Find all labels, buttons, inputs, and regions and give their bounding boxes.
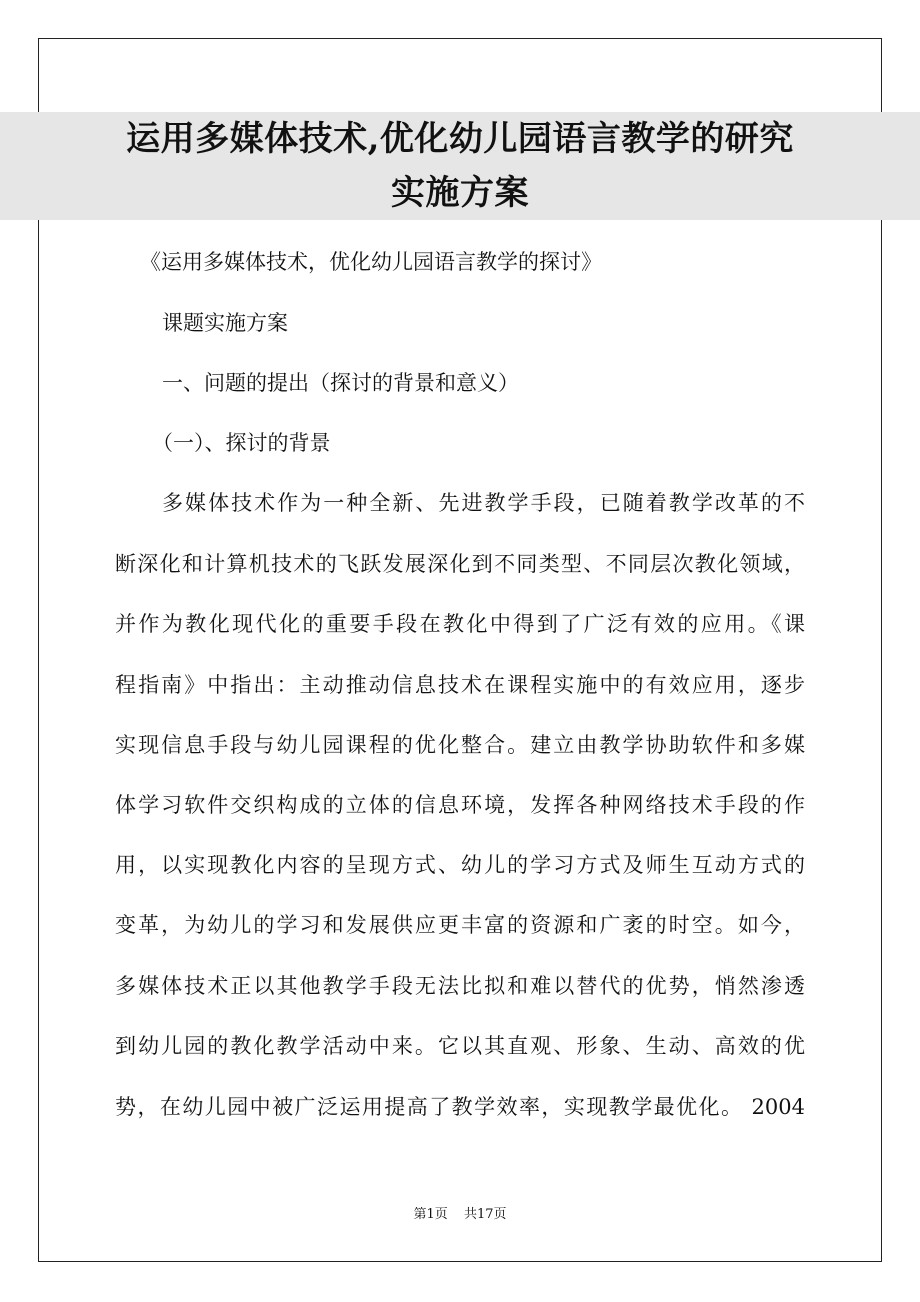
body-line: 多媒体技术正以其他教学手段无法比拟和难以替代的优势，悄然渗透 (115, 974, 805, 998)
page-border (38, 38, 882, 1262)
body-line: 实现信息手段与幼儿园课程的优化整合。建立由教学协助软件和多媒 (115, 733, 805, 757)
page-total: 共17页 (463, 1207, 507, 1222)
body-line: 断深化和计算机技术的飞跃发展深化到不同类型、不同层次教化领域， (115, 552, 805, 576)
subtitle: 课题实施方案 (162, 311, 288, 335)
body-line: 并作为教化现代化的重要手段在教化中得到了广泛有效的应用。《课 (115, 612, 805, 636)
body-line: 体学习软件交织构成的立体的信息环境，发挥各种网络技术手段的作 (115, 793, 805, 817)
section-subheading-1: （一）、探讨的背景 (152, 431, 331, 455)
heading-quoted: 《运用多媒体技术，优化幼儿园语言教学的探讨》 (140, 250, 602, 274)
body-line: 变革，为幼儿的学习和发展供应更丰富的资源和广袤的时空。如今， (115, 913, 805, 937)
title-line-1: 运用多媒体技术,优化幼儿园语言教学的研究 (126, 119, 794, 159)
document-title (0, 112, 920, 220)
body-line: 多媒体技术作为一种全新、先进教学手段，已随着教学改革的不 (162, 491, 805, 515)
section-heading-1: 一、问题的提出（探讨的背景和意义） (162, 371, 519, 395)
body-line: 势，在幼儿园中被广泛运用提高了教学效率，实现教学最优化。 2004 (115, 1095, 805, 1119)
body-line: 到幼儿园的教化教学活动中来。它以其直观、形象、生动、高效的优 (115, 1034, 805, 1058)
body-line: 用，以实现教化内容的呈现方式、幼儿的学习方式及师生互动方式的 (115, 853, 805, 877)
title-line-2: 实施方案 (391, 173, 529, 213)
page-number: 第1页 (413, 1207, 448, 1222)
page-footer (0, 1206, 920, 1224)
body-line: 程指南》中指出：主动推动信息技术在课程实施中的有效应用，逐步 (115, 673, 805, 697)
